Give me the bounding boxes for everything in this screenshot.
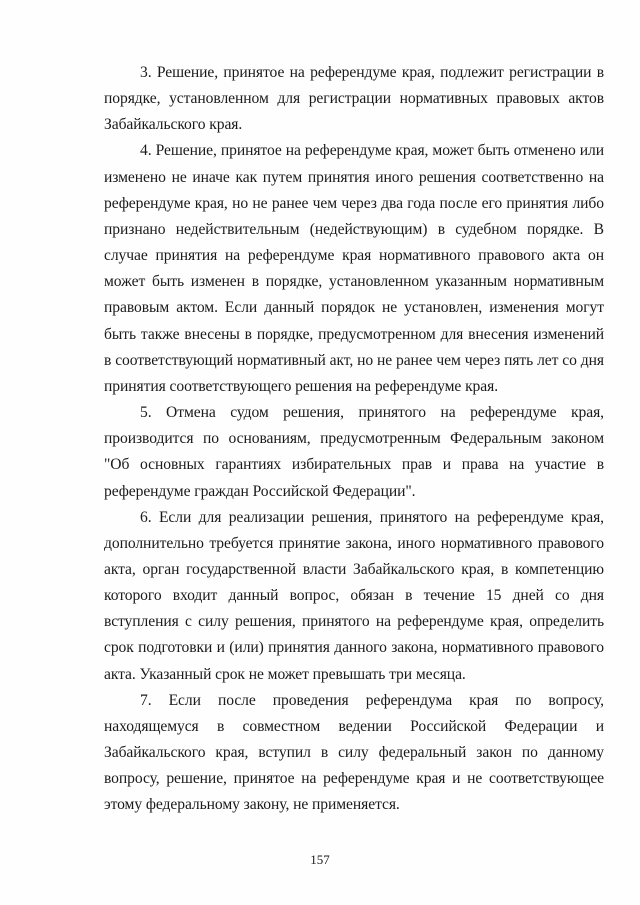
page-number: 157 <box>310 852 330 867</box>
paragraph-7: 7. Если после проведения референдума края по вопросу, находящемуся в совместном ведении Российской Федерации и Забайкальского края, вступил в силу федеральный закон по данному вопросу, решение, принятое на референдуме края и не соответствующее этому федеральному закону, не применяется. <box>104 691 604 814</box>
paragraph-4: 4. Решение, принятое на референдуме края, может быть отменено или изменено не иначе как путем принятия иного решения соответственно на референдуме края, но не ранее чем через два года после его принятия либо признано недействительным (недействующим) в судебном порядке. В случае принятия на референдуме края нормативного правового акта он может быть изменен в порядке, установленном указанным нормативным правовым актом. Если данный порядок не установлен, изменения могут быть также внесены в порядке, предусмотренном для внесения изменений в соответствующий нормативный акт, но не ранее чем через пять лет со дня принятия соответствующего решения на референдуме края. <box>104 142 604 395</box>
paragraph-3: 3. Решение, принятое на референдуме края, подлежит регистрации в порядке, установленном для регистрации нормативных правовых актов Забайкальского края. <box>104 64 604 134</box>
paragraph-6: 6. Если для реализации решения, принятого на референдуме края, дополнительно требуется принятие закона, иного нормативного правового акта, орган государственной власти Забайкальского края, в компетенцию которого входит данный вопрос, обязан в течение 15 дней со дня вступления с силу решения, принятого на референдуме края, определить срок подготовки и (или) принятия данного закона, нормативного правового акта. Указанный срок не может превышать три месяца. <box>104 508 604 683</box>
paragraph-5: 5. Отмена судом решения, принятого на референдуме края, производится по основаниям, предусмотренным Федеральным законом "Об основных гарантиях избирательных прав и права на участие в референдуме граждан Российской Федерации". <box>104 404 604 500</box>
body-text <box>104 60 604 819</box>
